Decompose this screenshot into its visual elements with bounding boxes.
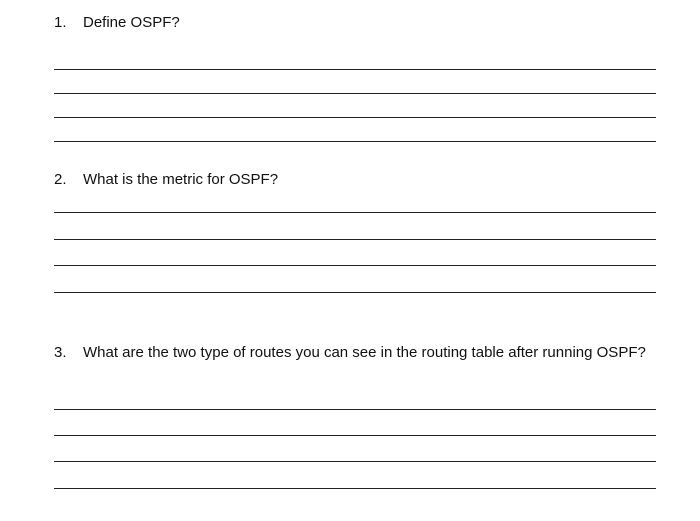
question-2-text: What is the metric for OSPF? — [83, 171, 279, 188]
answer-line[interactable] — [54, 212, 656, 213]
answer-line[interactable] — [54, 488, 656, 489]
question-3-number: 3. — [54, 344, 67, 361]
answer-line[interactable] — [54, 409, 656, 410]
answer-line[interactable] — [54, 265, 656, 266]
answer-line[interactable] — [54, 141, 656, 142]
answer-line[interactable] — [54, 69, 656, 70]
question-1-text: Define OSPF? — [83, 14, 180, 31]
answer-line[interactable] — [54, 93, 656, 94]
question-2-number: 2. — [54, 171, 67, 188]
answer-line[interactable] — [54, 292, 656, 293]
answer-line[interactable] — [54, 461, 656, 462]
answer-line[interactable] — [54, 239, 656, 240]
answer-line[interactable] — [54, 117, 656, 118]
question-3-text: What are the two type of routes you can see in the routing table after running OSPF? — [83, 344, 646, 361]
question-1-number: 1. — [54, 14, 67, 31]
answer-line[interactable] — [54, 435, 656, 436]
